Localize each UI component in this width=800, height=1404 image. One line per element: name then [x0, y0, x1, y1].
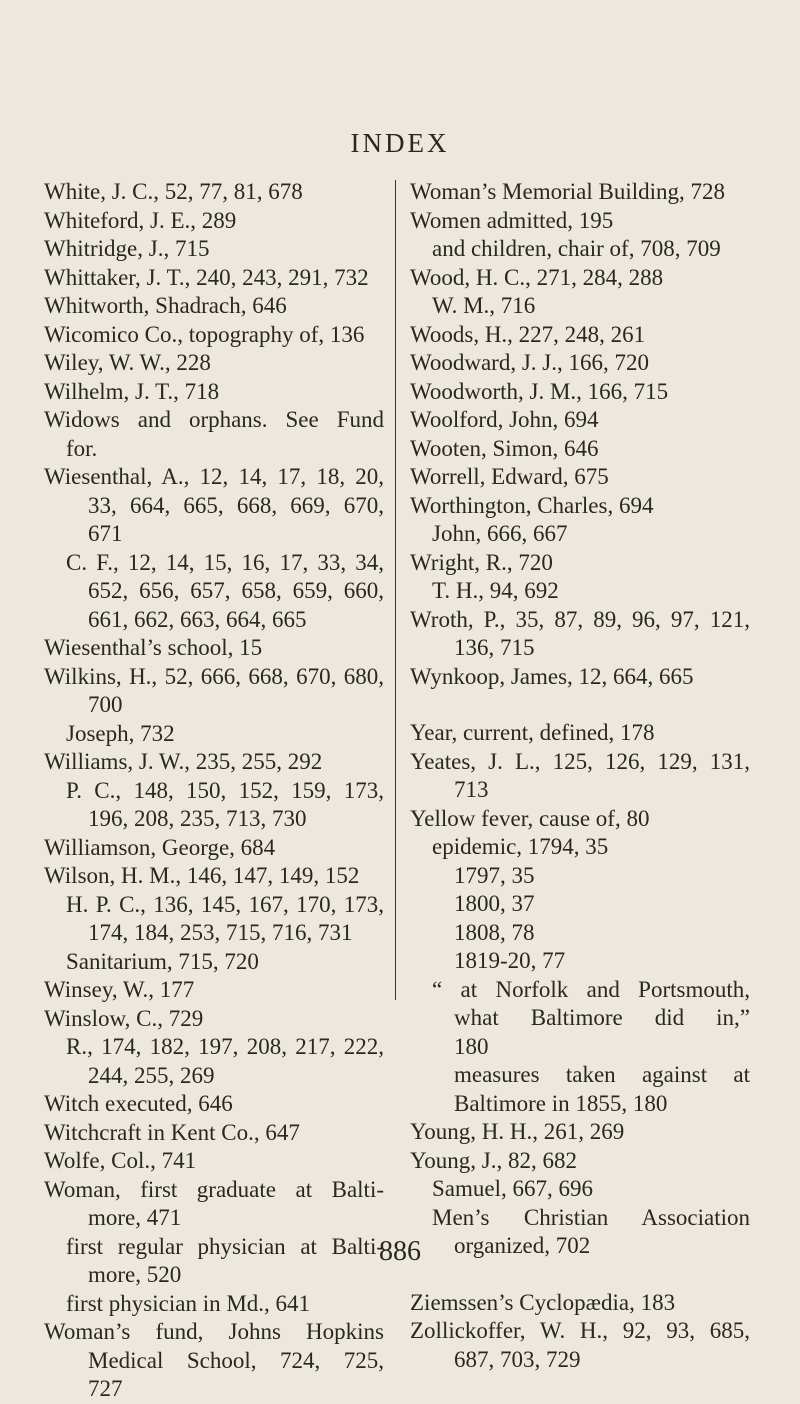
index-entry: Wiley, W. W., 228	[44, 350, 211, 375]
index-entry: Wright, R., 720	[410, 549, 553, 575]
index-entry: more, 520	[88, 1262, 182, 1287]
index-entry: first physician in Md., 641	[66, 1290, 311, 1316]
index-entry: Baltimore in 1855, 180	[454, 1090, 668, 1116]
index-entry: Ziemssen’s Cyclopædia, 183	[410, 1289, 676, 1315]
index-entry: Woman’s Memorial Building, 728	[410, 179, 726, 204]
page-heading: INDEX	[350, 128, 450, 158]
index-entry: 1797, 35	[454, 862, 535, 888]
index-entry: Woman, first graduate at Balti-	[44, 1176, 384, 1202]
index-entry: Yellow fever, cause of, 80	[410, 805, 650, 831]
index-entry: Wilson, H. M., 146, 147, 149, 152	[44, 863, 360, 888]
index-entry: 671	[88, 521, 123, 546]
index-entry: 244, 255, 269	[88, 1062, 215, 1088]
index-entry: John, 666, 667	[432, 521, 568, 546]
index-entry: Whiteford, J. E., 289	[44, 207, 237, 233]
index-column-left	[44, 178, 384, 1404]
index-entry: Yeates, J. L., 125, 126, 129, 131,	[410, 748, 750, 774]
index-entry: and children, chair of, 708, 709	[432, 236, 721, 261]
index-entry: Men’s Christian Association	[432, 1204, 750, 1230]
index-entry: Year, current, defined, 178	[410, 720, 655, 745]
index-entry: “ at Norfolk and Portsmouth,	[432, 976, 750, 1002]
index-entry: 1800, 37	[454, 891, 535, 916]
index-entry: Woodward, J. J., 166, 720	[410, 350, 649, 375]
index-entry: 661, 662, 663, 664, 665	[88, 606, 307, 632]
index-entry: Woman’s fund, Johns Hopkins	[44, 1319, 384, 1344]
index-entry: Joseph, 732	[66, 720, 175, 746]
index-entry: Wroth, P., 35, 87, 89, 96, 97, 121,	[410, 606, 750, 632]
index-entry: Wolfe, Col., 741	[44, 1148, 197, 1173]
index-entry: White, J. C., 52, 77, 81, 678	[44, 179, 303, 204]
index-entry: more, 471	[88, 1205, 182, 1230]
index-entry: Young, H. H., 261, 269	[410, 1119, 625, 1144]
index-entry: Wiesenthal’s school, 15	[44, 635, 263, 660]
index-entry: Wynkoop, James, 12, 664, 665	[410, 663, 694, 689]
index-entry: Whittaker, J. T., 240, 243, 291, 732	[44, 264, 369, 290]
index-entry: 700	[88, 692, 123, 717]
index-entry: what Baltimore did in,”	[454, 1005, 750, 1030]
index-entry: Wooten, Simon, 646	[410, 435, 599, 461]
index-entry: 687, 703, 729	[454, 1346, 581, 1372]
index-entry: Woolford, John, 694	[410, 407, 599, 432]
index-entry: Whitworth, Shadrach, 646	[44, 293, 287, 318]
index-entry: Woods, H., 227, 248, 261	[410, 321, 646, 347]
index-entry: 196, 208, 235, 713, 730	[88, 806, 307, 831]
index-entry: H. P. C., 136, 145, 167, 170, 173,	[66, 891, 384, 917]
index-entry: 1819-20, 77	[454, 948, 566, 973]
index-entry: organized, 702	[454, 1233, 591, 1258]
index-entry: Williamson, George, 684	[44, 834, 276, 860]
index-entry: 652, 656, 657, 658, 659, 660,	[88, 578, 384, 603]
section-gap	[410, 691, 750, 719]
index-entry: Wilhelm, J. T., 718	[44, 378, 220, 404]
index-entry: Wood, H. C., 271, 284, 288	[410, 264, 664, 290]
index-entry: Women admitted, 195	[410, 207, 614, 233]
index-entry: Winslow, C., 729	[44, 1005, 204, 1031]
index-entry: W. M., 716	[432, 293, 536, 318]
index-column-right	[410, 178, 750, 1374]
index-entry: R., 174, 182, 197, 208, 217, 222,	[66, 1034, 384, 1059]
index-entry: measures taken against at	[454, 1062, 750, 1087]
index-entry: Sanitarium, 715, 720	[66, 948, 259, 974]
index-entry: 136, 715	[454, 635, 535, 660]
index-entry: Wicomico Co., topography of, 136	[44, 321, 365, 347]
index-entry: P. C., 148, 150, 152, 159, 173,	[66, 777, 384, 803]
index-entry: Woodworth, J. M., 166, 715	[410, 378, 669, 404]
index-entry: 1808, 78	[454, 919, 535, 945]
index-entry: for.	[66, 435, 98, 461]
index-entry: T. H., 94, 692	[432, 578, 559, 603]
index-entry: Worrell, Edward, 675	[410, 464, 609, 489]
index-entry: Samuel, 667, 696	[432, 1176, 593, 1201]
index-entry: Witch executed, 646	[44, 1091, 233, 1116]
index-entry: first regular physician at Balti-	[66, 1233, 384, 1259]
index-entry: Winsey, W., 177	[44, 977, 195, 1002]
index-entry: 713	[454, 777, 489, 802]
index-entry: Medical School, 724, 725,	[88, 1347, 384, 1373]
index-entry: Zollickoffer, W. H., 92, 93, 685,	[410, 1318, 750, 1343]
index-entry: C. F., 12, 14, 15, 16, 17, 33, 34,	[66, 549, 384, 575]
page-number: 886	[379, 1236, 421, 1267]
column-divider	[395, 180, 396, 1000]
index-entry: 180	[454, 1033, 489, 1059]
index-entry: epidemic, 1794, 35	[432, 834, 609, 859]
index-entry: 727	[88, 1376, 123, 1401]
index-entry: Witchcraft in Kent Co., 647	[44, 1119, 300, 1145]
index-entry: 174, 184, 253, 715, 716, 731	[88, 920, 353, 945]
index-entry: Wiesenthal, A., 12, 14, 17, 18, 20,	[44, 464, 384, 489]
index-entry: Wilkins, H., 52, 666, 668, 670, 680,	[44, 663, 384, 689]
index-entry: Young, J., 82, 682	[410, 1147, 578, 1173]
index-entry: Widows and orphans. See Fund	[44, 407, 384, 432]
index-entry: Worthington, Charles, 694	[410, 492, 654, 518]
index-entry: 33, 664, 665, 668, 669, 670,	[88, 492, 384, 518]
index-entry: Whitridge, J., 715	[44, 236, 210, 261]
index-entry: Williams, J. W., 235, 255, 292	[44, 749, 323, 774]
